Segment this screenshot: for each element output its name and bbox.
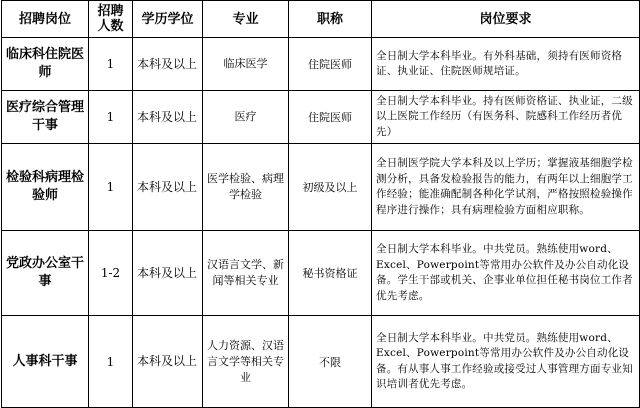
cell-requirements: 全日制大学本科毕业。中共党员。熟练使用word、Excel、Powerpoint等常用办公软件及办公自动化设备。有从事人事工作经验或接受过人事管理方面专业知识培训者优先考虑。 xyxy=(372,316,640,408)
cell-education: 本科及以上 xyxy=(133,231,203,316)
header-education: 学历学位 xyxy=(133,1,203,38)
table-row xyxy=(2,144,640,231)
header-position: 招聘岗位 xyxy=(2,1,89,38)
header-major: 专业 xyxy=(203,1,289,38)
header-title: 职称 xyxy=(289,1,372,38)
cell-position: 检验科病理检验师 xyxy=(2,144,89,231)
table-header-row xyxy=(2,1,640,38)
cell-count: 1 xyxy=(89,91,133,144)
cell-position: 党政办公室干事 xyxy=(2,231,89,316)
cell-requirements: 全日制大学本科毕业。有外科基础，须持有医师资格证、执业证、住院医师规培证。 xyxy=(372,38,640,91)
cell-requirements: 全日制大学本科毕业。中共党员。熟练使用word、Excel、Powerpoint等常用办公软件及办公自动化设备。学生干部或机关、企事业单位担任秘书岗位工作者优先考虑。 xyxy=(372,231,640,316)
cell-major: 临床医学 xyxy=(203,38,289,91)
recruitment-table xyxy=(1,0,640,408)
cell-major: 汉语言文学、新闻等相关专业 xyxy=(203,231,289,316)
cell-education: 本科及以上 xyxy=(133,144,203,231)
cell-requirements: 全日制大学本科毕业。持有医师资格证、执业证，二级以上医院工作经历（有医务科、院感科工作经历者优先） xyxy=(372,91,640,144)
cell-education: 本科及以上 xyxy=(133,38,203,91)
cell-requirements: 全日制医学院大学本科及以上学历；掌握液基细胞学检测分析，具备发检验报告的能力，有两年以上细胞学工作经验；能准确配制各种化学试剂，严格按照检验操作程序进行操作；具有病理检验方面相应职称。 xyxy=(372,144,640,231)
cell-position: 人事科干事 xyxy=(2,316,89,408)
cell-title: 初级及以上 xyxy=(289,144,372,231)
cell-title: 住院医师 xyxy=(289,38,372,91)
table-row xyxy=(2,38,640,91)
cell-count: 1 xyxy=(89,144,133,231)
cell-count: 1 xyxy=(89,316,133,408)
table-row xyxy=(2,316,640,408)
cell-major: 人力资源、汉语言文学等相关专业 xyxy=(203,316,289,408)
cell-title: 秘书资格证 xyxy=(289,231,372,316)
cell-title: 住院医师 xyxy=(289,91,372,144)
header-requirements: 岗位要求 xyxy=(372,1,640,38)
cell-education: 本科及以上 xyxy=(133,316,203,408)
cell-major: 医疗 xyxy=(203,91,289,144)
cell-position: 临床科住院医师 xyxy=(2,38,89,91)
cell-position: 医疗综合管理干事 xyxy=(2,91,89,144)
cell-count: 1-2 xyxy=(89,231,133,316)
cell-major: 医学检验、病理学检验 xyxy=(203,144,289,231)
cell-title: 不限 xyxy=(289,316,372,408)
table-row xyxy=(2,91,640,144)
table-row xyxy=(2,231,640,316)
cell-count: 1 xyxy=(89,38,133,91)
header-count: 招聘人数 xyxy=(89,1,133,38)
cell-education: 本科及以上 xyxy=(133,91,203,144)
